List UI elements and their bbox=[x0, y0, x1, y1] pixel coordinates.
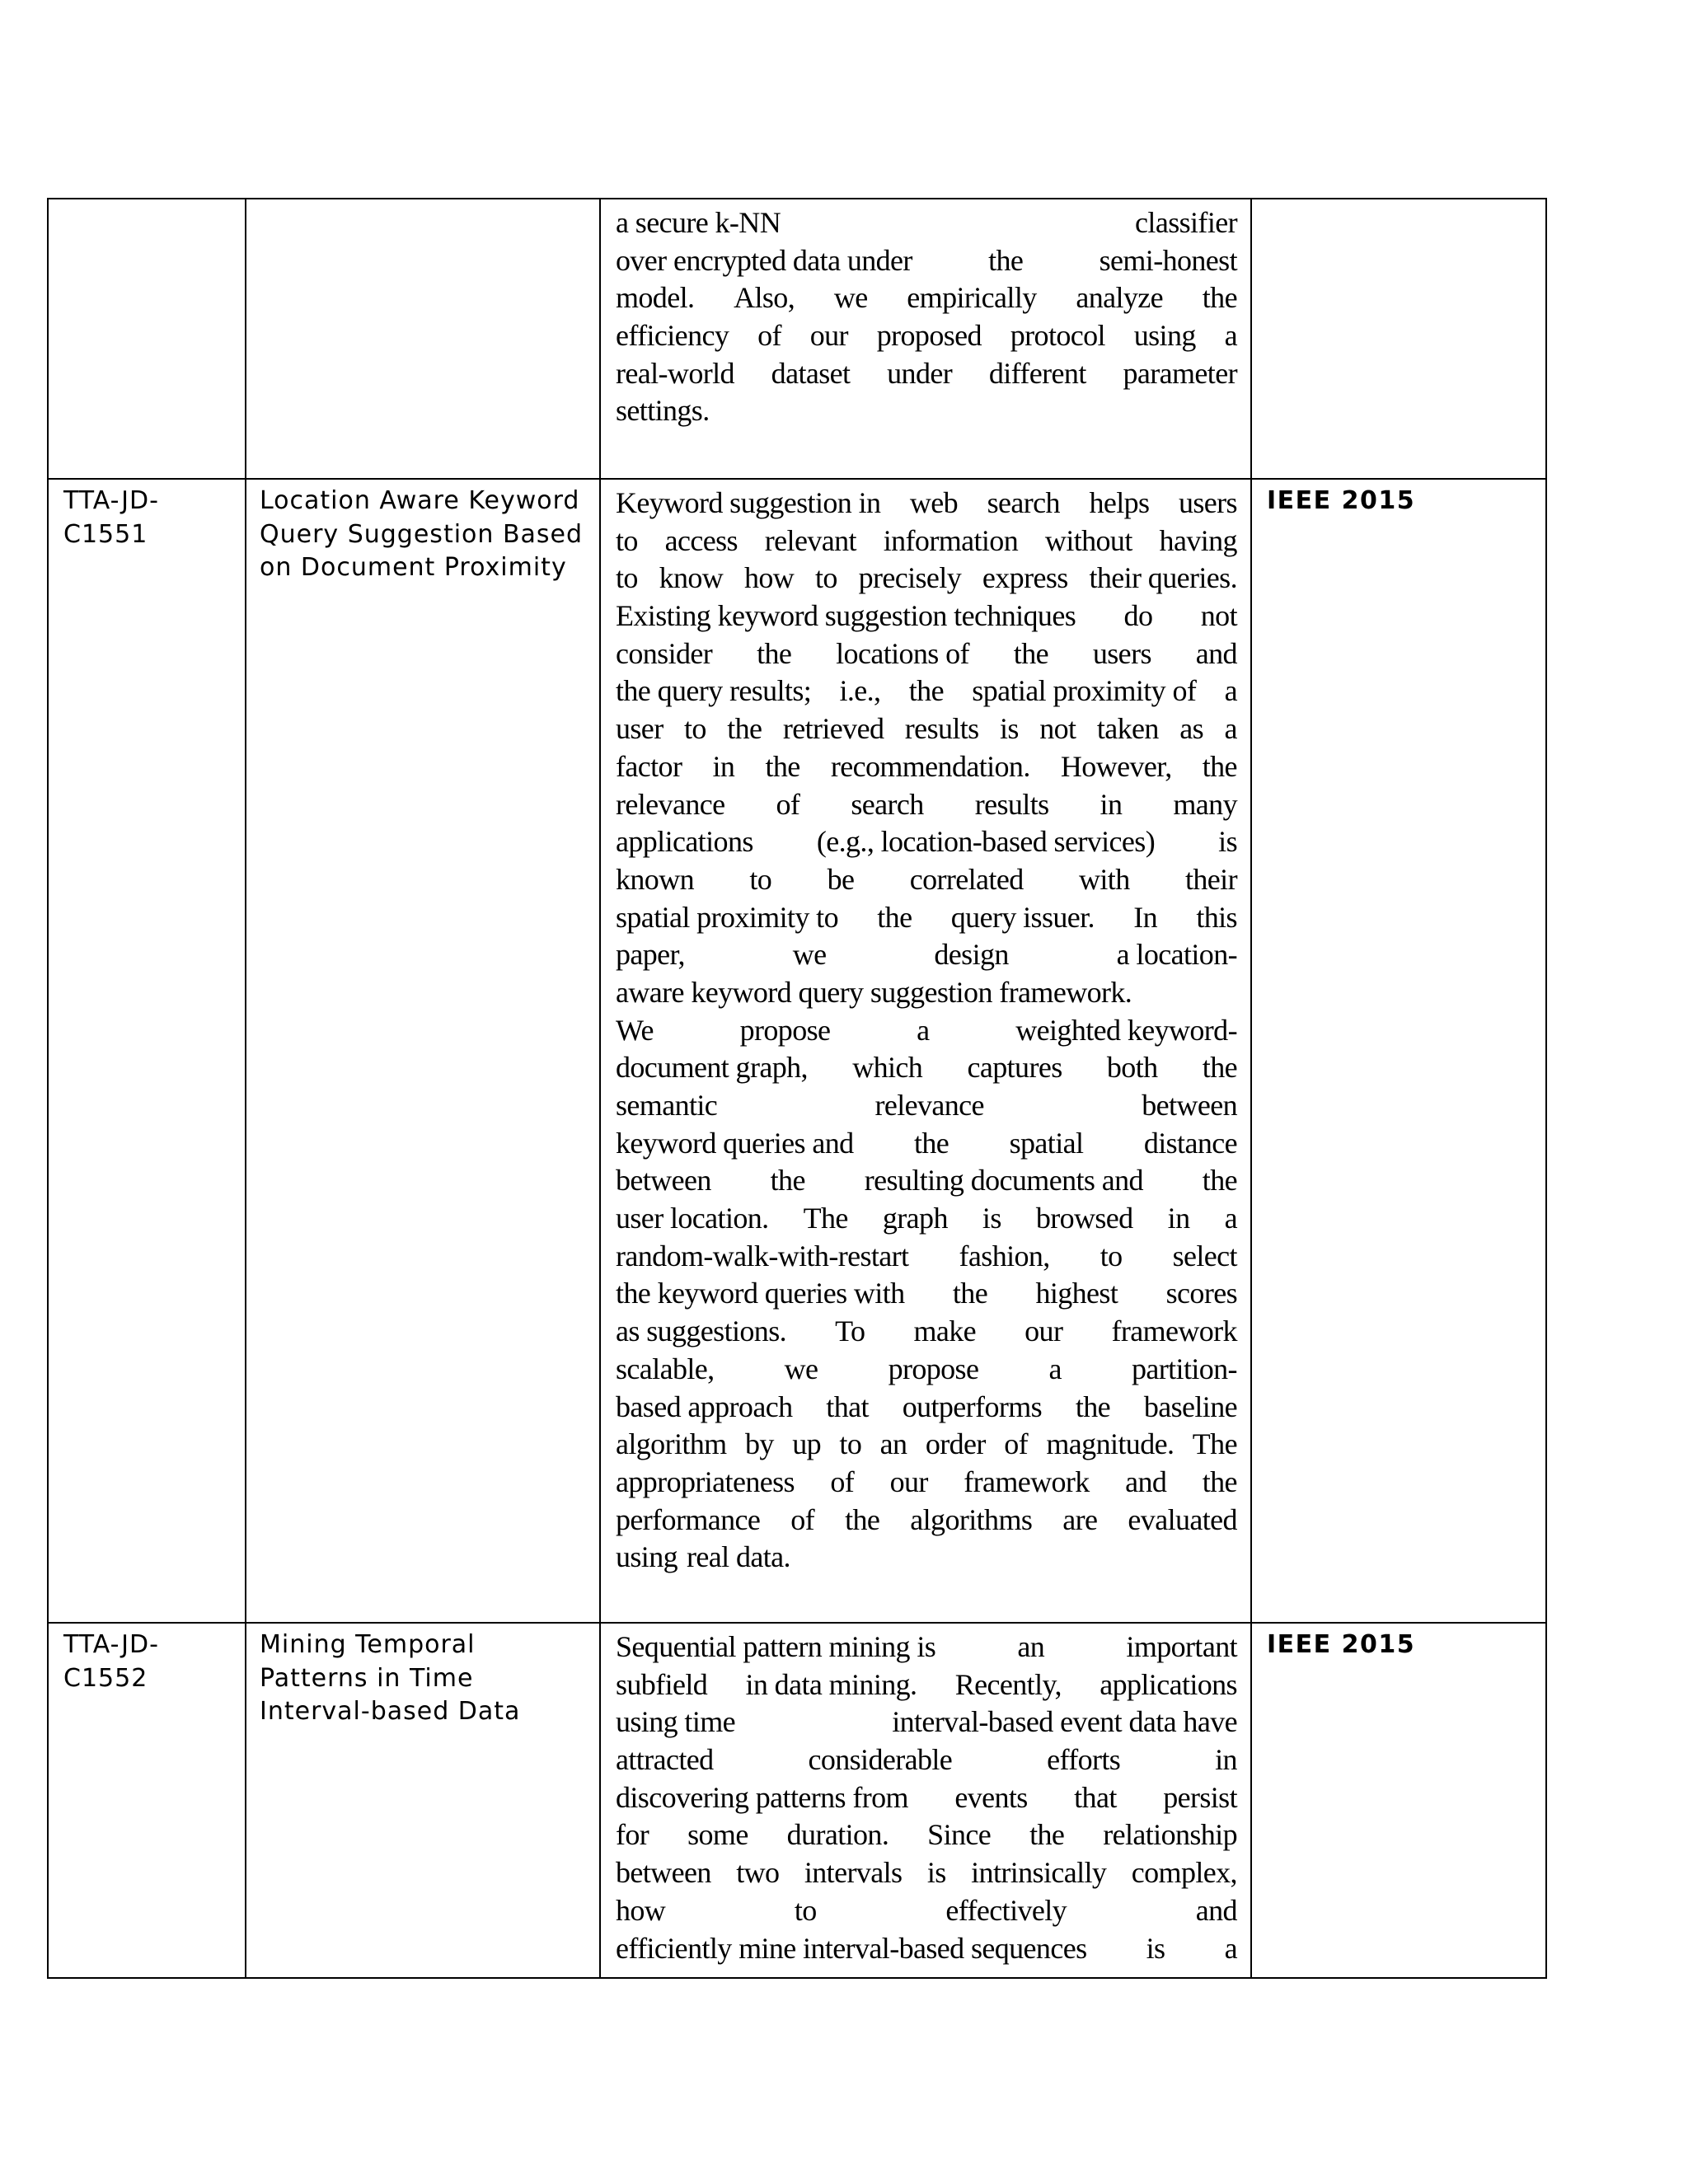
abstract-word: Recently, bbox=[954, 1667, 1062, 1701]
year-cell bbox=[1251, 199, 1546, 479]
abstract-word: of bbox=[830, 1465, 855, 1498]
abstract-word: the bbox=[988, 243, 1024, 277]
abstract-word: as suggestions. bbox=[616, 1315, 787, 1348]
abstract-word: our bbox=[1025, 1315, 1063, 1348]
abstract-word: design bbox=[934, 938, 1009, 972]
abstract-line bbox=[616, 936, 1237, 974]
abstract-word: Since bbox=[927, 1818, 992, 1852]
abstract-word: captures bbox=[967, 1051, 1062, 1085]
abstract-word: an bbox=[879, 1427, 907, 1461]
abstract-word: the bbox=[877, 900, 912, 934]
abstract-word: results bbox=[904, 712, 979, 746]
abstract-word: helps bbox=[1089, 486, 1150, 519]
abstract-word: between bbox=[1142, 1089, 1237, 1122]
abstract-word: we bbox=[784, 1352, 818, 1385]
abstract-word: taken bbox=[1096, 712, 1159, 746]
abstract-line bbox=[616, 1125, 1237, 1163]
abstract-word: in data mining. bbox=[745, 1667, 917, 1701]
abstract-word: applications bbox=[616, 825, 753, 859]
abstract-word: discovering patterns from bbox=[616, 1780, 908, 1814]
abstract-word: graph bbox=[882, 1202, 948, 1235]
abstract-word: algorithms bbox=[910, 1502, 1033, 1536]
abstract-word: semantic bbox=[616, 1089, 718, 1122]
abstract-word: search bbox=[987, 486, 1060, 519]
project-title: Location Aware Keyword Query Suggestion Based on Document Proximity bbox=[260, 486, 584, 582]
abstract-word: order bbox=[925, 1427, 986, 1461]
abstract-word: is bbox=[1146, 1931, 1165, 1965]
abstract-line bbox=[616, 279, 1237, 317]
abstract-word: partition- bbox=[1131, 1352, 1237, 1385]
abstract-word: to bbox=[749, 862, 772, 896]
abstract-word: our bbox=[889, 1465, 928, 1498]
abstract-word: highest bbox=[1035, 1277, 1118, 1310]
abstract-word: algorithm bbox=[616, 1427, 727, 1461]
table-row bbox=[48, 1623, 1546, 1978]
abstract-word: using bbox=[616, 1540, 678, 1574]
project-id-cell bbox=[48, 479, 246, 1623]
abstract-word: as bbox=[1179, 712, 1204, 746]
abstract-line bbox=[616, 560, 1237, 598]
abstract-word: the bbox=[1075, 1390, 1111, 1423]
abstract-word: up bbox=[792, 1427, 822, 1461]
abstract-line bbox=[616, 1629, 1237, 1666]
abstract-word: users bbox=[1092, 636, 1151, 670]
abstract-word: users bbox=[1178, 486, 1237, 519]
project-id bbox=[49, 199, 245, 204]
abstract-line bbox=[616, 204, 1237, 242]
year-cell bbox=[1251, 1623, 1546, 1978]
publication-year bbox=[1252, 199, 1545, 204]
abstract-word: analyze bbox=[1076, 281, 1164, 315]
abstract-line bbox=[616, 635, 1237, 673]
abstract-word: user bbox=[616, 712, 663, 746]
abstract-word: spatial proximity of bbox=[972, 674, 1197, 708]
abstract-word: relevance bbox=[874, 1089, 984, 1122]
abstract-word: important bbox=[1126, 1630, 1237, 1663]
abstract-word: propose bbox=[888, 1352, 979, 1385]
abstract-word: We bbox=[616, 1013, 654, 1047]
abstract-word: that bbox=[1074, 1780, 1117, 1814]
abstract-word: scores bbox=[1165, 1277, 1237, 1310]
abstract-line bbox=[616, 1351, 1237, 1389]
abstract-line bbox=[616, 1200, 1237, 1238]
abstract-word: the query results; bbox=[616, 674, 812, 708]
abstract-word: recommendation. bbox=[830, 749, 1030, 783]
abstract-word: proposed bbox=[876, 319, 982, 353]
year-cell bbox=[1251, 479, 1546, 1623]
abstract-line bbox=[616, 1539, 1237, 1577]
abstract-word: select bbox=[1172, 1239, 1237, 1272]
abstract-word: efficiency bbox=[616, 319, 729, 353]
abstract-word: protocol bbox=[1010, 319, 1105, 353]
abstract-word: not bbox=[1039, 712, 1076, 746]
abstract-word: having bbox=[1159, 523, 1237, 557]
abstract-word: be bbox=[827, 862, 855, 896]
abstract-word: the bbox=[757, 636, 792, 670]
abstract-word: duration. bbox=[786, 1818, 889, 1852]
abstract-word: is bbox=[1000, 712, 1019, 746]
abstract-word: applications bbox=[1100, 1667, 1237, 1701]
abstract-word: by bbox=[744, 1427, 774, 1461]
abstract-word: a bbox=[1224, 1931, 1237, 1965]
abstract-line bbox=[616, 598, 1237, 635]
abstract-word: To bbox=[835, 1315, 865, 1348]
abstract-word: browsed bbox=[1035, 1202, 1133, 1235]
abstract-word: Sequential pattern mining is bbox=[616, 1630, 936, 1663]
abstract-word: user location. bbox=[616, 1202, 769, 1235]
abstract-word: the bbox=[1029, 1818, 1065, 1852]
table-row bbox=[48, 479, 1546, 1623]
abstract-word: intrinsically bbox=[971, 1856, 1107, 1890]
abstract-word: both bbox=[1106, 1051, 1158, 1085]
abstract-word: is bbox=[1218, 825, 1237, 859]
abstract-word: events bbox=[954, 1780, 1028, 1814]
abstract-line bbox=[616, 1162, 1237, 1200]
abstract-word: the bbox=[1013, 636, 1048, 670]
abstract-word: a bbox=[1224, 1202, 1237, 1235]
project-id: TTA-JD-C1552 bbox=[63, 1630, 159, 1693]
abstract-cell bbox=[600, 1623, 1251, 1978]
abstract-word: baseline bbox=[1143, 1390, 1237, 1423]
abstract-word: In bbox=[1133, 900, 1158, 934]
abstract-word: semi-honest bbox=[1099, 243, 1237, 277]
abstract-text bbox=[616, 204, 1237, 430]
abstract-word: an bbox=[1017, 1630, 1045, 1663]
abstract-word: without bbox=[1044, 523, 1132, 557]
abstract-word: i.e., bbox=[839, 674, 881, 708]
abstract-word: precisely bbox=[858, 561, 962, 595]
abstract-word: resulting documents and bbox=[864, 1164, 1143, 1197]
abstract-word: in bbox=[1100, 787, 1123, 821]
abstract-word: the bbox=[1202, 1051, 1237, 1085]
abstract-word: using time bbox=[616, 1705, 735, 1739]
abstract-cell bbox=[600, 479, 1251, 1623]
abstract-line bbox=[616, 242, 1237, 280]
abstract-word: the bbox=[1202, 281, 1237, 315]
abstract-word: a bbox=[1224, 319, 1237, 353]
abstract-line bbox=[616, 1275, 1237, 1313]
abstract-word: empirically bbox=[907, 281, 1037, 315]
abstract-word: and bbox=[1195, 636, 1237, 670]
abstract-word: efforts bbox=[1047, 1743, 1121, 1777]
publication-year: IEEE 2015 bbox=[1267, 486, 1416, 515]
project-title bbox=[246, 199, 599, 204]
abstract-line bbox=[616, 786, 1237, 824]
abstract-line bbox=[616, 317, 1237, 355]
abstract-word: to bbox=[794, 1893, 817, 1927]
abstract-word: web bbox=[909, 486, 959, 519]
abstract-word: relevance bbox=[616, 787, 725, 821]
abstract-word: paper, bbox=[616, 938, 685, 972]
abstract-word: of bbox=[790, 1502, 815, 1536]
project-title-cell bbox=[246, 199, 600, 479]
abstract-line bbox=[616, 1389, 1237, 1427]
abstract-word: settings. bbox=[616, 394, 710, 428]
abstract-line bbox=[616, 1087, 1237, 1125]
abstract-word: fashion, bbox=[959, 1239, 1050, 1272]
abstract-word: the keyword queries with bbox=[616, 1277, 905, 1310]
abstract-word: subfield bbox=[616, 1667, 708, 1701]
abstract-word: classifier bbox=[1135, 206, 1237, 239]
abstract-word: know bbox=[659, 561, 724, 595]
abstract-word: document graph, bbox=[616, 1051, 808, 1085]
abstract-word: this bbox=[1196, 900, 1237, 934]
abstract-word: express bbox=[982, 561, 1068, 595]
abstract-word: outperforms bbox=[902, 1390, 1043, 1423]
abstract-word: the bbox=[913, 1126, 950, 1160]
abstract-word: the bbox=[1202, 1465, 1237, 1498]
abstract-line bbox=[616, 823, 1237, 861]
abstract-word: in bbox=[1215, 1743, 1237, 1777]
abstract-word: between bbox=[616, 1856, 711, 1890]
abstract-word: between bbox=[616, 1164, 711, 1197]
table-row bbox=[48, 199, 1546, 479]
abstract-word: keyword queries and bbox=[616, 1126, 854, 1160]
abstract-word: relevant bbox=[764, 523, 856, 557]
abstract-word: framework bbox=[1111, 1315, 1237, 1348]
abstract-word: their queries. bbox=[1089, 561, 1237, 595]
abstract-word: random-walk-with-restart bbox=[616, 1239, 909, 1272]
abstract-word: over encrypted data under bbox=[616, 243, 912, 277]
abstract-word: correlated bbox=[909, 862, 1024, 896]
abstract-word: using bbox=[1133, 319, 1196, 353]
abstract-word: the bbox=[845, 1502, 880, 1536]
abstract-line bbox=[616, 899, 1237, 937]
abstract-line bbox=[616, 1049, 1237, 1087]
abstract-word: different bbox=[988, 356, 1086, 390]
abstract-word: in bbox=[1167, 1202, 1190, 1235]
abstract-word: the bbox=[952, 1277, 988, 1310]
abstract-line bbox=[616, 1816, 1237, 1854]
abstract-line bbox=[616, 1930, 1237, 1968]
project-id-cell bbox=[48, 199, 246, 479]
abstract-line bbox=[616, 1779, 1237, 1817]
abstract-line bbox=[616, 485, 1237, 523]
abstract-word: framework bbox=[964, 1465, 1090, 1498]
abstract-word: real-world bbox=[616, 356, 734, 390]
abstract-word: complex, bbox=[1131, 1856, 1237, 1890]
abstract-word: we bbox=[833, 281, 868, 315]
abstract-cell bbox=[600, 199, 1251, 479]
abstract-word: of bbox=[1004, 1427, 1028, 1461]
abstract-word: a bbox=[917, 1013, 930, 1047]
abstract-word: which bbox=[852, 1051, 923, 1085]
abstract-line bbox=[616, 974, 1237, 1012]
abstract-word: we bbox=[792, 938, 827, 972]
abstract-word: efficiently mine interval-based sequences bbox=[616, 1931, 1087, 1965]
abstract-word: under bbox=[887, 356, 953, 390]
abstract-word: dataset bbox=[771, 356, 851, 390]
abstract-text bbox=[616, 485, 1237, 1577]
abstract-word: and bbox=[1125, 1465, 1167, 1498]
abstract-word: information bbox=[883, 523, 1019, 557]
abstract-line bbox=[616, 1238, 1237, 1276]
abstract-word: of bbox=[757, 319, 781, 353]
abstract-line bbox=[616, 1464, 1237, 1502]
project-title: Mining Temporal Patterns in Time Interval-based Data bbox=[260, 1630, 521, 1726]
abstract-word: magnitude. bbox=[1046, 1427, 1175, 1461]
abstract-word: some bbox=[687, 1818, 748, 1852]
abstract-word: for bbox=[616, 1818, 649, 1852]
abstract-word: make bbox=[913, 1315, 977, 1348]
abstract-word: how bbox=[743, 561, 795, 595]
abstract-word: their bbox=[1184, 862, 1237, 896]
abstract-line bbox=[616, 1502, 1237, 1540]
project-id-cell bbox=[48, 1623, 246, 1978]
abstract-word: that bbox=[826, 1390, 869, 1423]
abstract-word: attracted bbox=[616, 1743, 714, 1777]
abstract-word: Keyword suggestion in bbox=[616, 486, 881, 519]
abstract-line bbox=[616, 748, 1237, 786]
abstract-word: scalable, bbox=[616, 1352, 715, 1385]
abstract-word: to bbox=[1100, 1239, 1123, 1272]
abstract-word: of bbox=[776, 787, 800, 821]
abstract-word: to bbox=[814, 561, 837, 595]
abstract-word: model. bbox=[616, 281, 695, 315]
publication-year: IEEE 2015 bbox=[1267, 1630, 1416, 1659]
abstract-word: locations of bbox=[836, 636, 969, 670]
abstract-line bbox=[616, 1892, 1237, 1930]
abstract-word: query issuer. bbox=[950, 900, 1095, 934]
abstract-word: a bbox=[1224, 712, 1237, 746]
abstract-word: a bbox=[1224, 674, 1237, 708]
abstract-word: not bbox=[1200, 599, 1237, 633]
abstract-word: to bbox=[839, 1427, 862, 1461]
abstract-word: However, bbox=[1060, 749, 1172, 783]
abstract-word: performance bbox=[616, 1502, 761, 1536]
abstract-line bbox=[616, 673, 1237, 710]
abstract-word: the bbox=[1202, 749, 1237, 783]
abstract-word: known bbox=[616, 862, 694, 896]
abstract-word: parameter bbox=[1123, 356, 1237, 390]
abstract-word: retrieved bbox=[782, 712, 884, 746]
abstract-line bbox=[616, 355, 1237, 393]
abstract-line bbox=[616, 1426, 1237, 1464]
abstract-word: search bbox=[851, 787, 924, 821]
abstract-word: a secure k-NN bbox=[616, 206, 781, 239]
abstract-word: to bbox=[684, 712, 706, 746]
abstract-word: The bbox=[803, 1202, 848, 1235]
abstract-word: distance bbox=[1143, 1126, 1237, 1160]
abstract-word: a bbox=[1048, 1352, 1062, 1385]
project-title-cell bbox=[246, 1623, 600, 1978]
abstract-word: spatial proximity to bbox=[616, 900, 838, 934]
abstract-word: is bbox=[982, 1202, 1001, 1235]
abstract-line bbox=[616, 1704, 1237, 1741]
project-id: TTA-JD-C1551 bbox=[63, 486, 159, 549]
abstract-word: consider bbox=[616, 636, 713, 670]
abstract-word: in bbox=[712, 749, 735, 783]
abstract-word: based approach bbox=[616, 1390, 793, 1423]
abstract-word: and bbox=[1195, 1893, 1237, 1927]
abstract-line bbox=[616, 1854, 1237, 1892]
abstract-word: results bbox=[974, 787, 1049, 821]
abstract-word: a location- bbox=[1116, 938, 1237, 972]
abstract-line bbox=[616, 861, 1237, 899]
abstract-word: two bbox=[736, 1856, 780, 1890]
abstract-word: the bbox=[1202, 1164, 1237, 1197]
abstract-word: access bbox=[664, 523, 738, 557]
abstract-line bbox=[616, 1741, 1237, 1779]
abstract-word: to bbox=[616, 523, 638, 557]
abstract-word: the bbox=[770, 1164, 805, 1197]
abstract-word: effectively bbox=[945, 1893, 1067, 1927]
document-table bbox=[47, 198, 1547, 1979]
abstract-word: evaluated bbox=[1128, 1502, 1237, 1536]
abstract-word: is bbox=[926, 1856, 946, 1890]
abstract-word: do bbox=[1123, 599, 1153, 633]
abstract-line bbox=[616, 1012, 1237, 1050]
abstract-word: relationship bbox=[1103, 1818, 1237, 1852]
abstract-word: Existing keyword suggestion techniques bbox=[616, 599, 1076, 633]
abstract-word: with bbox=[1079, 862, 1130, 896]
project-title-cell bbox=[246, 479, 600, 1623]
abstract-word: The bbox=[1192, 1427, 1237, 1461]
abstract-word: intervals bbox=[804, 1856, 903, 1890]
abstract-word: are bbox=[1062, 1502, 1098, 1536]
abstract-word: Also, bbox=[734, 281, 795, 315]
abstract-word: considerable bbox=[808, 1743, 953, 1777]
abstract-word: to bbox=[616, 561, 638, 595]
abstract-word: how bbox=[616, 1893, 666, 1927]
abstract-word: appropriateness bbox=[616, 1465, 795, 1498]
abstract-word: the bbox=[727, 712, 762, 746]
abstract-word: aware keyword query suggestion framework. bbox=[616, 975, 1132, 1009]
abstract-line bbox=[616, 1666, 1237, 1704]
abstract-line bbox=[616, 523, 1237, 560]
abstract-word: factor bbox=[616, 749, 682, 783]
abstract-word: real data. bbox=[687, 1540, 790, 1574]
abstract-word: persist bbox=[1163, 1780, 1237, 1814]
abstract-word: interval-based event data have bbox=[892, 1705, 1237, 1739]
abstract-line bbox=[616, 1313, 1237, 1351]
abstract-line bbox=[616, 392, 1237, 430]
abstract-text bbox=[616, 1629, 1237, 1967]
abstract-word: the bbox=[908, 674, 944, 708]
abstract-word: many bbox=[1173, 787, 1237, 821]
abstract-word: spatial bbox=[1009, 1126, 1084, 1160]
abstract-word: (e.g., location-based services) bbox=[816, 825, 1156, 859]
abstract-line bbox=[616, 710, 1237, 748]
abstract-word: propose bbox=[739, 1013, 831, 1047]
abstract-word: the bbox=[765, 749, 800, 783]
abstract-word: weighted keyword- bbox=[1015, 1013, 1237, 1047]
abstract-word: our bbox=[809, 319, 848, 353]
